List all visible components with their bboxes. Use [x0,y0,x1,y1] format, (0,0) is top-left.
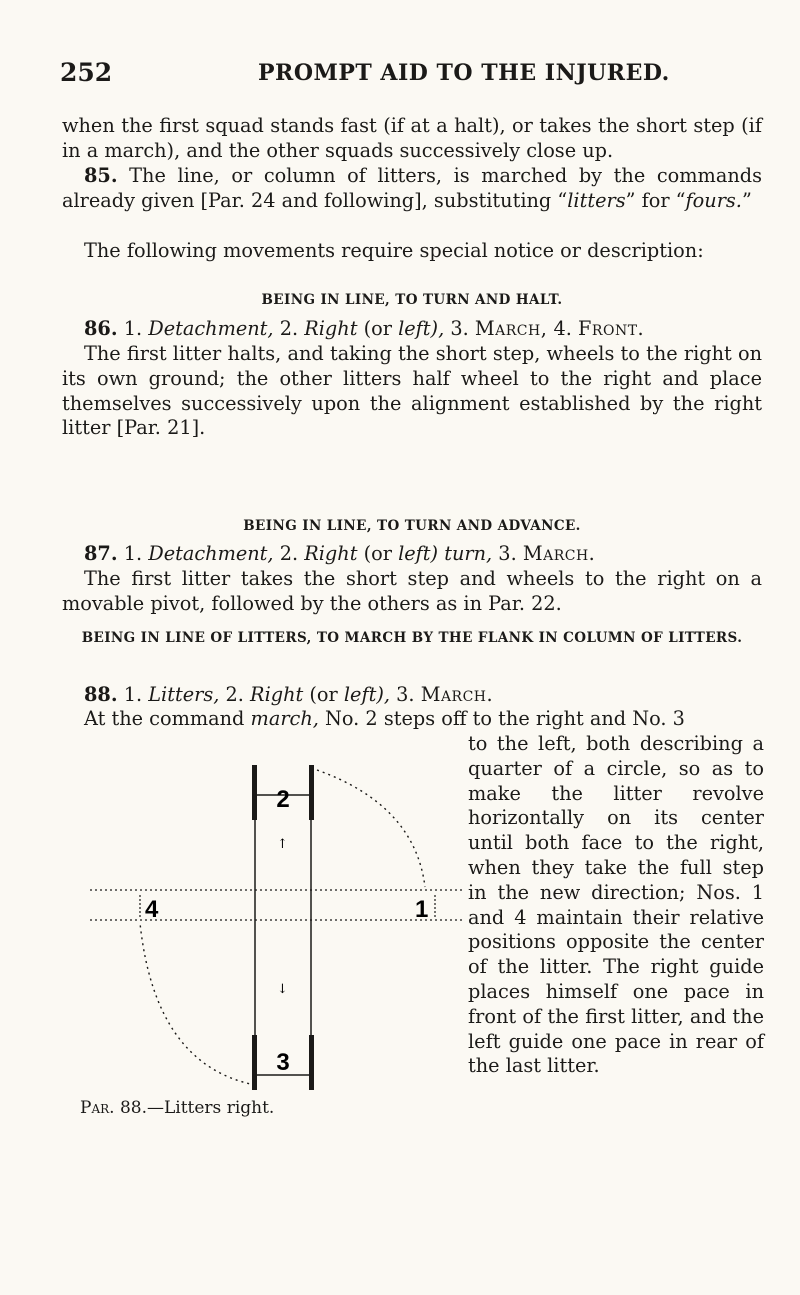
cmd-or: (or [363,542,392,565]
command-87 [62,542,762,567]
paragraph-85 [62,164,762,214]
arrow-up-icon: ↑ [277,837,288,852]
paragraph-text: ” for “ [625,188,686,212]
cmd-march: March. [420,683,494,706]
paragraph-number: 87. [84,542,118,565]
intro-paragraph: when the first squad stands fast (if at a halt), or takes the short step (if in a march), and the other squads successively close up. [62,114,762,162]
cmd-num: 2. [225,683,244,706]
cmd-num: 1. [123,683,143,706]
caption-par: Par. 88. [80,1098,147,1118]
cmd-or: (or [309,683,338,706]
cmd-right: Right [304,542,358,565]
cmd-turn: turn, [444,542,493,565]
bearer-2-block-left [252,765,257,820]
cmd-left: left) [398,542,439,565]
bearer-4-label: 4 [145,896,159,923]
bearer-3-block-right [309,1035,314,1090]
bearer-3-label: 3 [276,1049,290,1076]
cmd-march: March. [522,542,596,565]
body-march-word: march, [250,707,319,730]
command-88 [62,683,762,708]
body-rest: No. 2 steps off to the right and No. 3 [325,707,685,730]
running-title: PROMPT AID TO THE INJURED. [258,60,670,86]
cmd-or: (or [363,317,392,340]
paragraph-number: 85. [84,164,118,187]
paragraph-text: The line, or column of litters, is marched by the commands already given [Par. 24 and following], substituting “ [62,164,762,212]
section-heading: BEING IN LINE OF LITTERS, TO MARCH BY THE FLANK IN COLUMN OF LITTERS. [81,630,743,646]
paragraph-text: ” [741,188,752,212]
paragraph-87-body: The first litter takes the short step and wheels to the right on a movable pivot, followed by the others as in Par. 22. [62,567,762,615]
cmd-left: left), [398,317,445,340]
paragraph-number: 86. [84,317,118,340]
litters-right-figure [85,755,475,1095]
cmd-litters: Litters, [148,683,220,706]
figure-caption [80,1098,274,1118]
cmd-right: Right [250,683,304,706]
cmd-right: Right [304,317,358,340]
arc-top-right [317,770,425,887]
section-heading: BEING IN LINE, TO TURN AND ADVANCE. [243,518,581,534]
paragraph-number: 88. [84,683,118,706]
cmd-num: 3. [498,542,517,565]
cmd-front: Front. [578,317,645,340]
paragraph-88-right-column: to the left, both describing a quarter of a circle, so as to make the litter revolve horizontally on its center until both face to the right, when they take the full step in the new direction; Nos. 1 and 4 maintain their relative positions opposite the center of the litter. The right guide places himself one pace in front of the first litter, and the left guide one pace in rear of the last litter. [468,732,764,1078]
body-start: At the command [84,707,245,730]
bearer-3-block-left [252,1035,257,1090]
bearer-1-label: 1 [415,896,429,923]
cmd-num: 3. [396,683,415,706]
arrow-down-icon: ↓ [277,982,288,997]
cmd-num: 1. [123,542,143,565]
cmd-march: March, [474,317,548,340]
cmd-num: 3. [450,317,469,340]
cmd-detachment: Detachment, [148,542,274,565]
running-head [60,58,760,98]
paragraph-86-body: The first litter halts, and taking the short step, wheels to the right on its own ground; the other litters half wheel to the right and place themselves successively upon the alignment established by the right litter [Par. 21]. [62,342,762,440]
following-line: The following movements require special notice or description: [84,239,704,262]
caption-text: —Litters right. [146,1098,275,1118]
command-86 [62,317,762,342]
cmd-num: 4. [553,317,572,340]
cmd-num: 1. [123,317,143,340]
paragraph-88-start [62,707,762,732]
bearer-2-block-right [309,765,314,820]
cmd-detachment: Detachment, [148,317,274,340]
fours-word: fours. [685,188,742,212]
cmd-num: 2. [279,542,299,565]
litters-word: litters [567,188,626,212]
page-number: 252 [60,58,113,87]
cmd-num: 2. [279,317,299,340]
bearer-2-label: 2 [276,786,290,813]
cmd-left: left), [343,683,391,706]
section-heading: BEING IN LINE, TO TURN AND HALT. [261,292,563,308]
arc-bottom-left [140,923,255,1085]
